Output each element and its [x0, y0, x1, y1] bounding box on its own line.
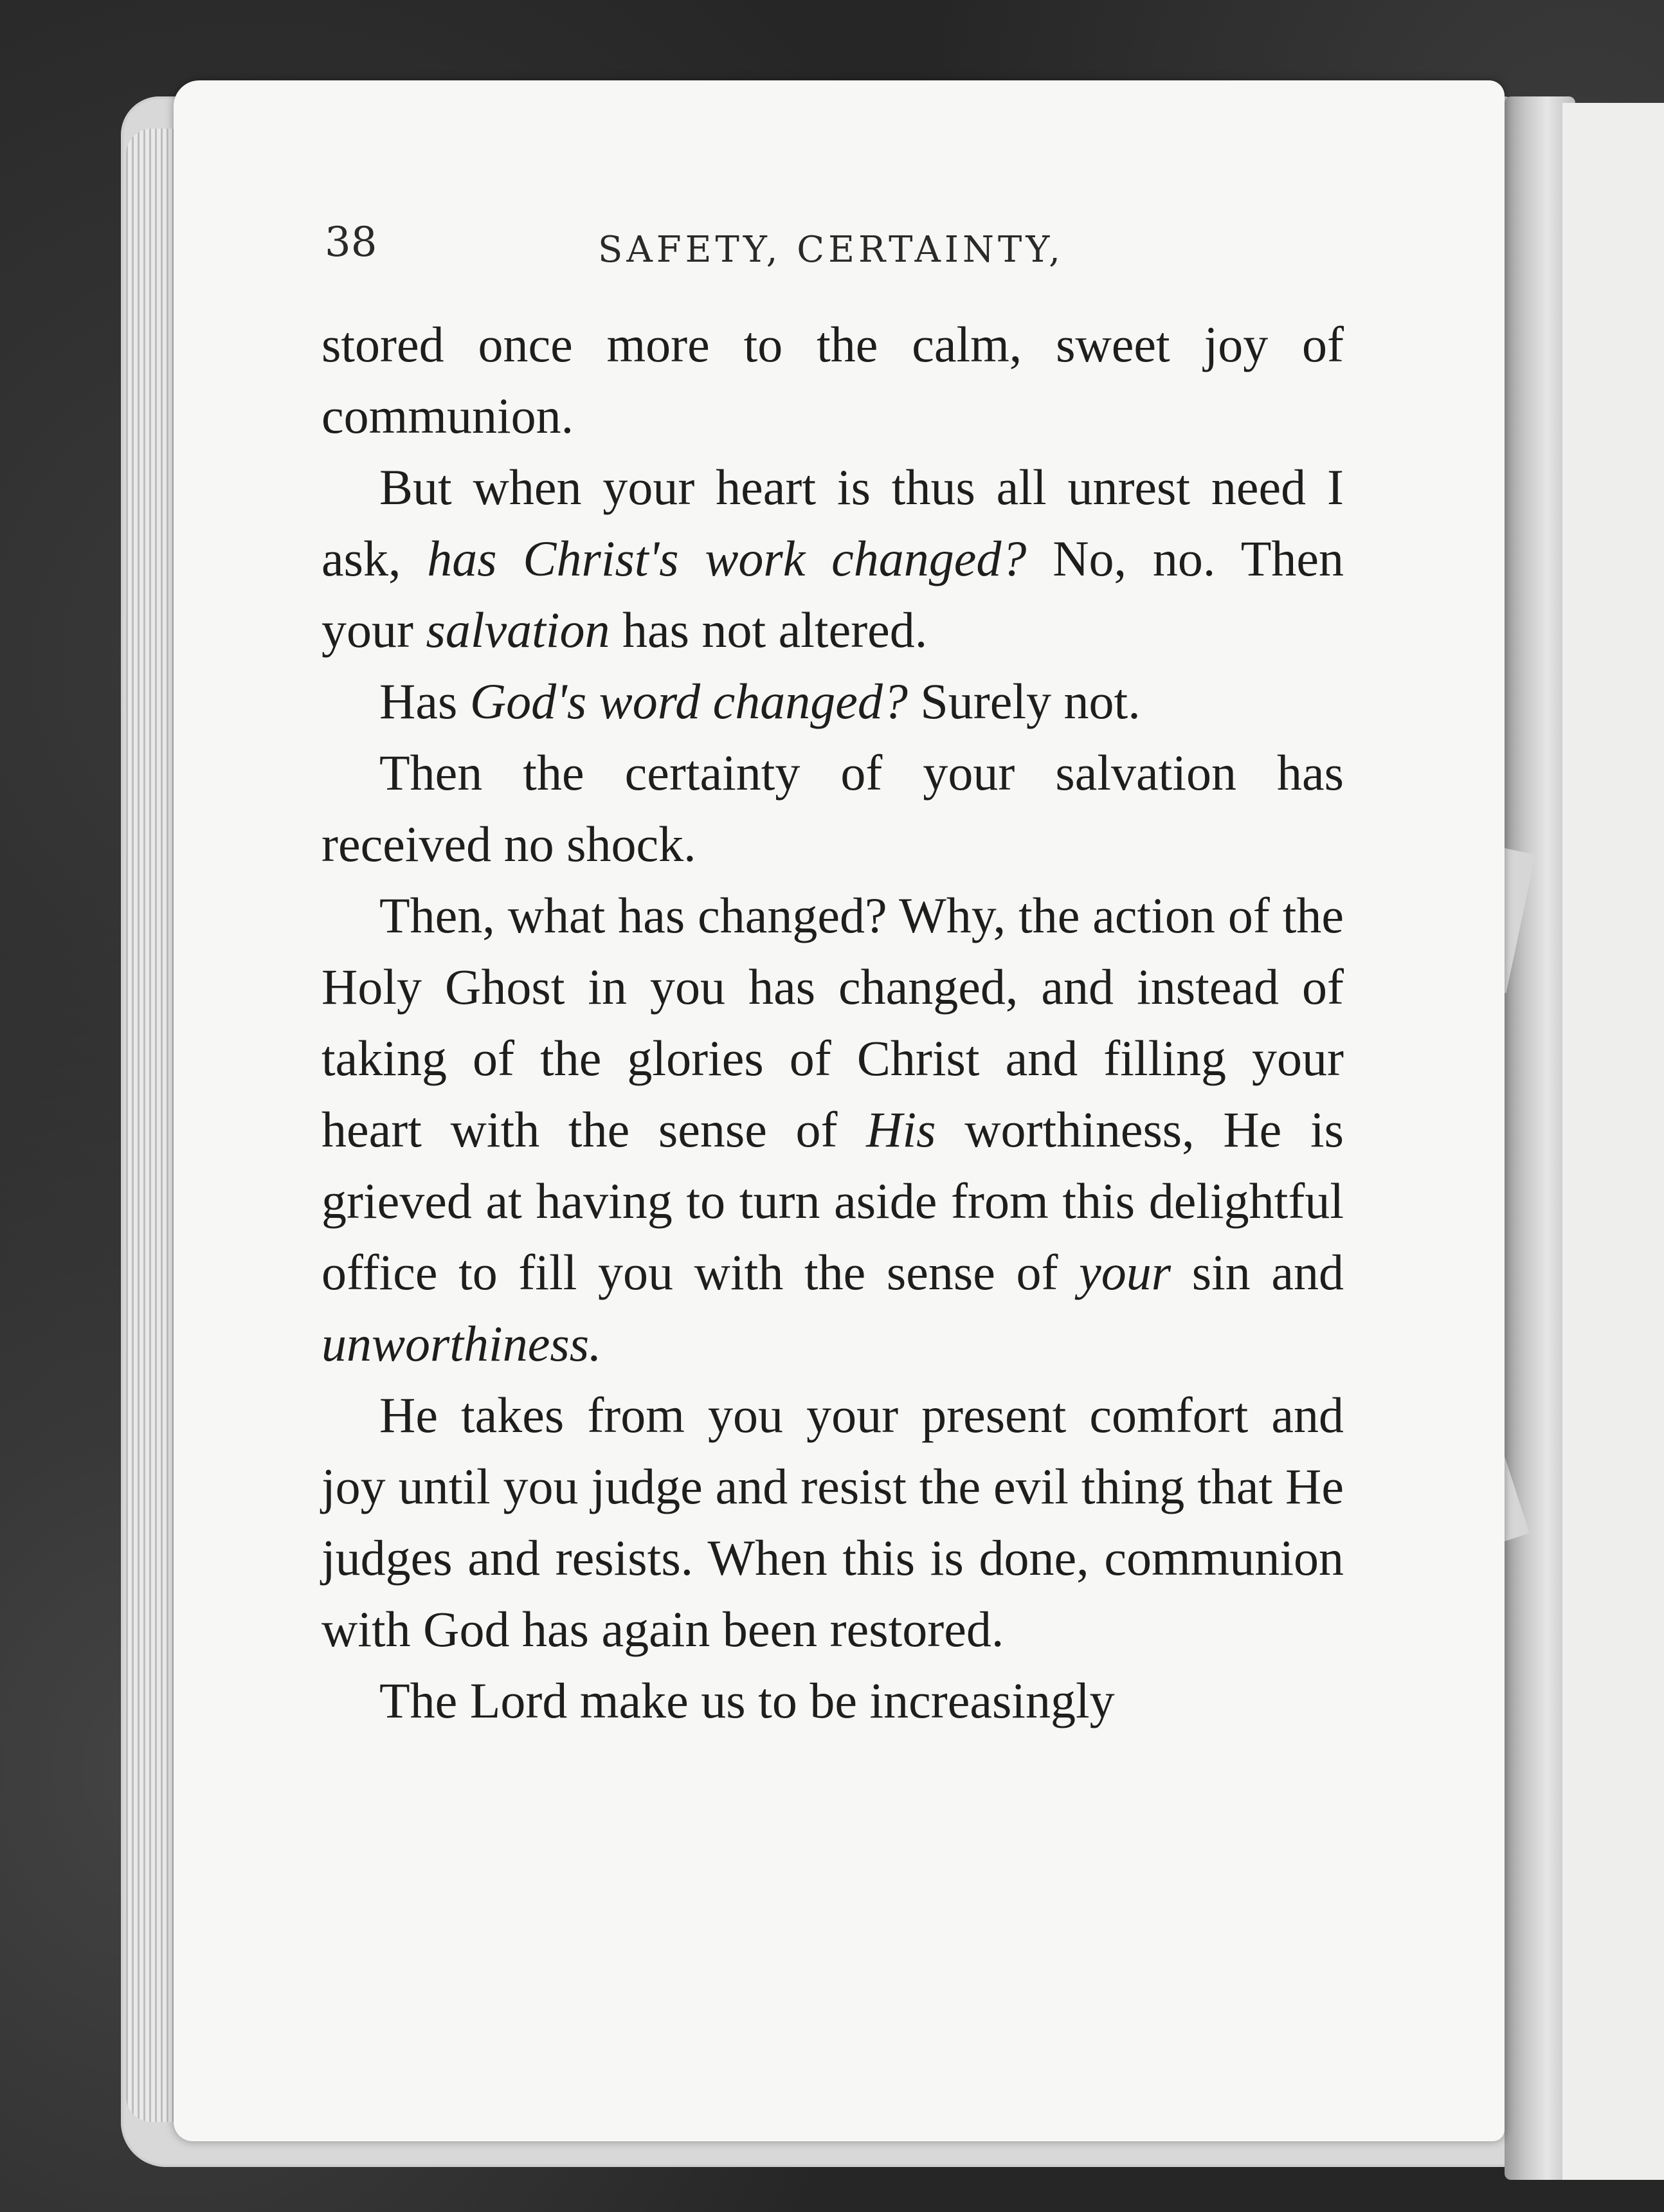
text-run: No, no. Then your [321, 530, 1344, 658]
paragraph [321, 737, 1344, 880]
paragraph [321, 880, 1344, 1379]
italic-text: God's word changed? [469, 673, 908, 729]
paragraph [321, 1379, 1344, 1665]
italic-text: your [1079, 1244, 1171, 1300]
paragraph [321, 309, 1344, 451]
text-run: Surely not. [907, 673, 1141, 729]
text-run: Has [379, 673, 470, 729]
paragraph [321, 666, 1344, 737]
text-run: The Lord make us to be increasingly [379, 1673, 1115, 1728]
text-run: has not altered. [610, 602, 928, 658]
text-run: Then the certainty of your salvation has received no shock. [321, 745, 1344, 872]
facing-page-edge [1562, 103, 1664, 2180]
text-run: But when your heart is thus all unrest need I ask, [321, 459, 1344, 586]
italic-text: unworthiness. [321, 1316, 602, 1372]
page-number: 38 [325, 219, 377, 266]
italic-text: has Christ's work changed? [427, 530, 1027, 586]
text-run: Then, what has changed? Why, the action of the Holy Ghost in you has changed, and instead of taking of the glories of Christ and filling your heart with the sense of [321, 887, 1344, 1157]
text-run: sin and [1171, 1244, 1344, 1300]
running-head: SAFETY, CERTAINTY, [598, 229, 1064, 271]
page-header [325, 219, 1456, 289]
text-run: He takes from you your present comfort and joy until you judge and resist the evil thing that He judges and resists. When this is done, communion with God has again been restored. [321, 1387, 1344, 1657]
italic-text: salvation [426, 602, 610, 658]
paragraph [321, 1665, 1344, 1736]
italic-text: His [866, 1101, 936, 1157]
body-text [321, 309, 1344, 1736]
text-run: stored once more to the calm, sweet joy of communion. [321, 316, 1344, 444]
paragraph [321, 451, 1344, 666]
text-run: worthiness, He is grieved at having to turn aside from this delightful office to fill you with the sense of [321, 1101, 1344, 1300]
